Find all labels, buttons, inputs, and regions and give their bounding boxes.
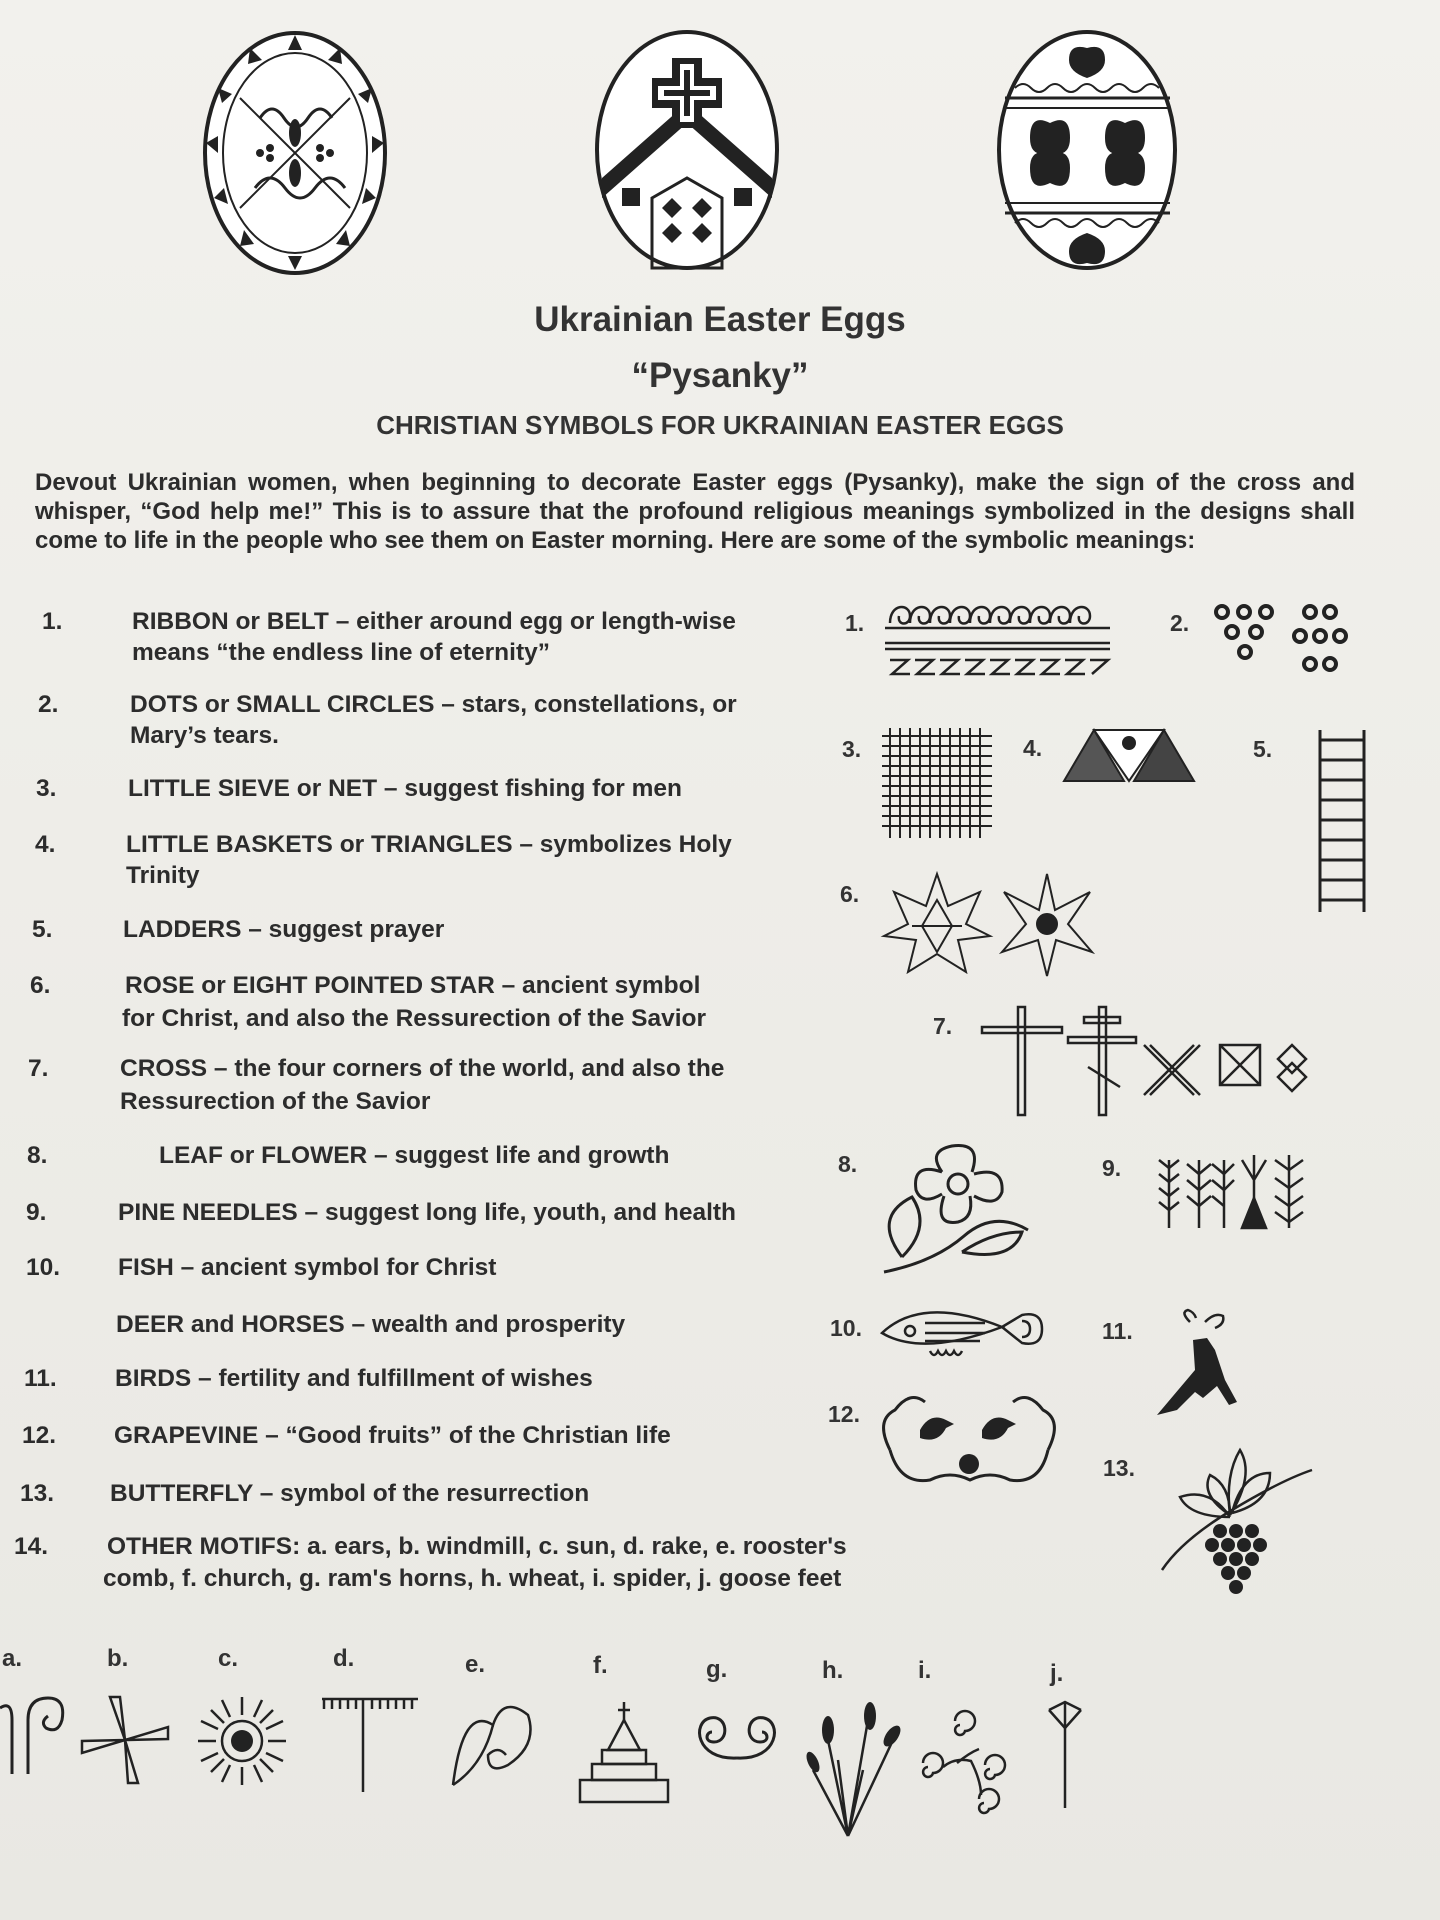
motif-letter: e. [465,1651,486,1678]
egg-illustration-center [592,28,782,273]
egg-illustration-right [995,28,1180,273]
church-motif-icon [578,1700,670,1805]
figure-number: 3. [842,736,862,762]
list-item-line2: means “the endless line of eternity” [132,639,550,666]
figure-number: 7. [933,1013,953,1039]
list-item-line1: ROSE or EIGHT POINTED STAR – ancient symbol [125,972,701,999]
figure-number: 2. [1170,610,1190,636]
list-item-line1: CROSS – the four corners of the world, and also the [120,1055,725,1082]
page-title: Ukrainian Easter Eggs [534,300,906,339]
figure-number: 8. [838,1151,858,1177]
figure-number: 9. [1102,1155,1122,1181]
triangles-baskets-icon [1062,728,1197,783]
list-item-number: 11. [24,1365,57,1392]
rake-motif-icon [320,1697,420,1793]
rams-horns-motif-icon [690,1712,785,1760]
list-item-number: 2. [38,691,59,718]
page-subtitle: “Pysanky” [631,356,809,395]
wheat-motif-icon [808,1700,898,1838]
deer-horse-icon [1155,1310,1265,1420]
figure-number: 10. [830,1315,862,1341]
rose-star-icon [1000,872,1095,977]
ladder-icon [1318,730,1366,912]
list-item-line1: LEAF or FLOWER – suggest life and growth [159,1142,670,1169]
list-item-line1: DEER and HORSES – wealth and prosperity [116,1311,626,1338]
list-item-number: 14. [14,1533,49,1560]
list-item-number: 13. [20,1480,55,1507]
list-item-line1: BIRDS – fertility and fulfillment of wishes [115,1365,593,1392]
list-item-line1: LITTLE BASKETS or TRIANGLES – symbolizes Holy [126,831,732,858]
list-item-number: 3. [36,775,57,802]
list-item-line1: DOTS or SMALL CIRCLES – stars, constellations, or [130,691,737,718]
figure-number: 6. [840,881,860,907]
cross-icon [980,1005,1340,1117]
list-item-number: 10. [26,1254,61,1281]
list-item-line1: BUTTERFLY – symbol of the resurrection [110,1480,590,1507]
section-heading: CHRISTIAN SYMBOLS FOR UKRAINIAN EASTER EGGS [376,410,1064,440]
motif-letter: i. [918,1657,932,1684]
pine-needles-icon [1154,1150,1312,1230]
motif-letter: c. [218,1645,239,1672]
intro-paragraph: Devout Ukrainian women, when beginning to decorate Easter eggs (Pysanky), make the sign of the cross and whisper, “God help me!” This is to assure that the profound religious meanings symbolized in the designs shall come to life in the people who see them on Easter morning. Here are some of the symbolic meanings: [35,469,1355,554]
motif-letter: d. [333,1645,355,1672]
list-item-number: 5. [32,916,53,943]
list-item-line1: RIBBON or BELT – either around egg or length-wise [132,608,736,635]
rooster-comb-motif-icon [448,1697,538,1787]
list-item-line2: for Christ, and also the Ressurection of the Savior [122,1005,707,1032]
motif-letter: j. [1050,1660,1064,1687]
list-item-line2: comb, f. church, g. ram's horns, h. wheat, i. spider, j. goose feet [103,1565,842,1592]
figure-number: 1. [845,610,865,636]
spider-motif-icon [905,1703,1015,1818]
leaf-flower-icon [882,1142,1030,1277]
ribbon-belt-icon [885,598,1115,680]
fish-icon [880,1303,1058,1371]
eight-pointed-star-icon [882,872,992,980]
list-item-line1: LITTLE SIEVE or NET – suggest fishing for men [128,775,683,802]
dots-circles-icon [1212,600,1372,680]
motif-letter: g. [706,1656,728,1683]
motif-letter: b. [107,1645,129,1672]
figure-number: 11. [1102,1318,1133,1344]
grapevine-icon [1160,1445,1315,1605]
figure-number: 5. [1253,736,1273,762]
list-item-number: 7. [28,1055,49,1082]
egg-illustration-left [200,28,390,278]
list-item-number: 8. [27,1142,48,1169]
list-item-line1: PINE NEEDLES – suggest long life, youth, and health [118,1199,737,1226]
list-item-line1: GRAPEVINE – “Good fruits” of the Christian life [114,1422,671,1449]
list-item-number: 4. [35,831,56,858]
figure-number: 4. [1023,735,1043,761]
list-item-line2: Ressurection of the Savior [120,1088,431,1115]
list-item-number: 9. [26,1199,47,1226]
sieve-net-icon [882,728,992,838]
sun-motif-icon [198,1695,286,1787]
list-item-number: 1. [42,608,63,635]
motif-letter: h. [822,1657,844,1684]
list-item-line1: FISH – ancient symbol for Christ [118,1254,497,1281]
ears-motif-icon [0,1690,70,1775]
list-item-line2: Mary’s tears. [130,722,279,749]
figure-number: 12. [828,1401,860,1427]
birds-icon [880,1390,1058,1488]
goose-feet-motif-icon [1045,1700,1085,1810]
list-item-line2: Trinity [126,862,200,889]
figure-number: 13. [1103,1455,1135,1481]
motif-letter: f. [593,1652,608,1679]
list-item-number: 6. [30,972,51,999]
motif-letter: a. [2,1645,23,1672]
list-item-number: 12. [22,1422,57,1449]
list-item-line1: OTHER MOTIFS: a. ears, b. windmill, c. sun, d. rake, e. rooster's [107,1533,847,1560]
list-item-line1: LADDERS – suggest prayer [123,916,445,943]
windmill-motif-icon [80,1695,170,1785]
